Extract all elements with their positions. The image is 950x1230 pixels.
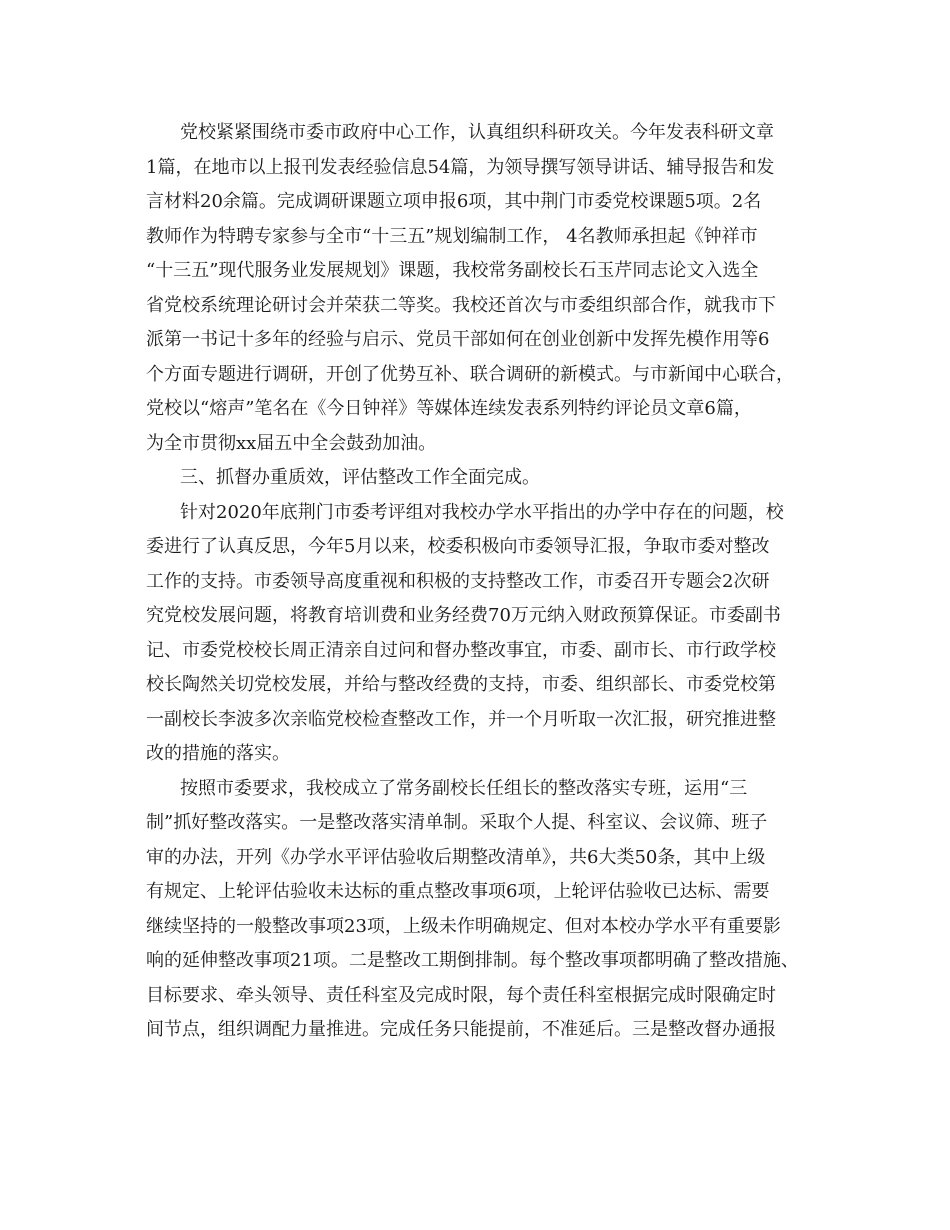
text-line: 间节点，组织调配力量推进。完成任务只能提前，不准延后。三是整改督办通报	[146, 1019, 776, 1040]
text-line: 党校以“熔声”笔名在《今日钟祥》等媒体连续发表系列特约评论员文章6篇，	[146, 398, 752, 419]
paragraph-rectification	[146, 496, 806, 772]
text-line: 教师作为特聘专家参与全市“十三五”规划编制工作， 4名教师承担起《钟祥市	[146, 225, 758, 247]
text-line: 按照市委要求，我校成立了常务副校长任组长的整改落实专班，运用“三	[180, 777, 748, 799]
text-line: 究党校发展问题，将教育培训费和业务经费70万元纳入财政预算保证。市委副书	[146, 605, 781, 626]
text-line: 言材料20余篇。完成调研课题立项申报6项，其中荆门市委党校课题5项。2名	[146, 191, 762, 212]
text-line: 1篇，在地市以上报刊发表经验信息54篇，为领导撰写领导讲话、辅导报告和发	[146, 156, 775, 178]
text-line: 校长陶然关切党校发展，并给与整改经费的支持，市委、组织部长、市委党校第	[146, 674, 776, 695]
text-line: 工作的支持。市委领导高度重视和积极的支持整改工作，市委召开专题会2次研	[146, 570, 770, 592]
text-line: 改的措施的落实。	[146, 743, 290, 764]
text-line: 党校紧紧围绕市委市政府中心工作，认真组织科研攻关。今年发表科研文章	[180, 122, 774, 143]
paragraph-research	[146, 116, 806, 461]
text-line: 记、市委党校校长周正清亲自过问和督办整改事宜，市委、副市长、市行政学校	[146, 639, 776, 661]
text-line: 省党校系统理论研讨会并荣获二等奖。我校还首次与市委组织部合作，就我市下	[146, 294, 776, 316]
text-line: 委进行了认真反思，今年5月以来，校委积极向市委领导汇报，争取市委对整改	[146, 536, 770, 557]
section-heading-text: 三、抓督办重质效，评估整改工作全面完成。	[180, 467, 540, 488]
text-line: 继续坚持的一般整改事项23项，上级未作明确规定、但对本校办学水平有重要影	[146, 915, 781, 937]
text-line: 制”抓好整改落实。一是整改落实清单制。采取个人提、科室议、会议筛、班子	[146, 812, 768, 833]
text-line: 针对2020年底荆门市委考评组对我校办学水平指出的办学中存在的问题，校	[180, 501, 784, 523]
text-line: 响的延伸整改事项21项。二是整改工期倒排制。每个整改事项都明确了整改措施、	[146, 950, 799, 971]
document-body	[146, 116, 806, 1048]
text-line: 目标要求、牵头领导、责任科室及完成时限，每个责任科室根据完成时限确定时	[146, 984, 776, 1006]
text-line: 为全市贯彻xx届五中全会鼓劲加油。	[146, 432, 437, 454]
text-line: 审的办法，开列《办学水平评估验收后期整改清单》，共6大类50条，其中上级	[146, 846, 766, 868]
paragraph-three-systems	[146, 772, 806, 1048]
section-heading	[146, 461, 806, 496]
text-line: “十三五”现代服务业发展规划》课题，我校常务副校长石玉芹同志论文入选全	[146, 260, 759, 281]
text-line: 派第一书记十多年的经验与启示、党员干部如何在创业创新中发挥先模作用等6	[146, 329, 770, 350]
text-line: 个方面专题进行调研，开创了优势互补、联合调研的新模式。与市新闻中心联合，	[146, 363, 794, 385]
text-line: 一副校长李波多次亲临党校检查整改工作，并一个月听取一次汇报，研究推进整	[146, 708, 776, 730]
text-line: 有规定、上轮评估验收未达标的重点整改事项6项，上轮评估验收已达标、需要	[146, 881, 770, 902]
